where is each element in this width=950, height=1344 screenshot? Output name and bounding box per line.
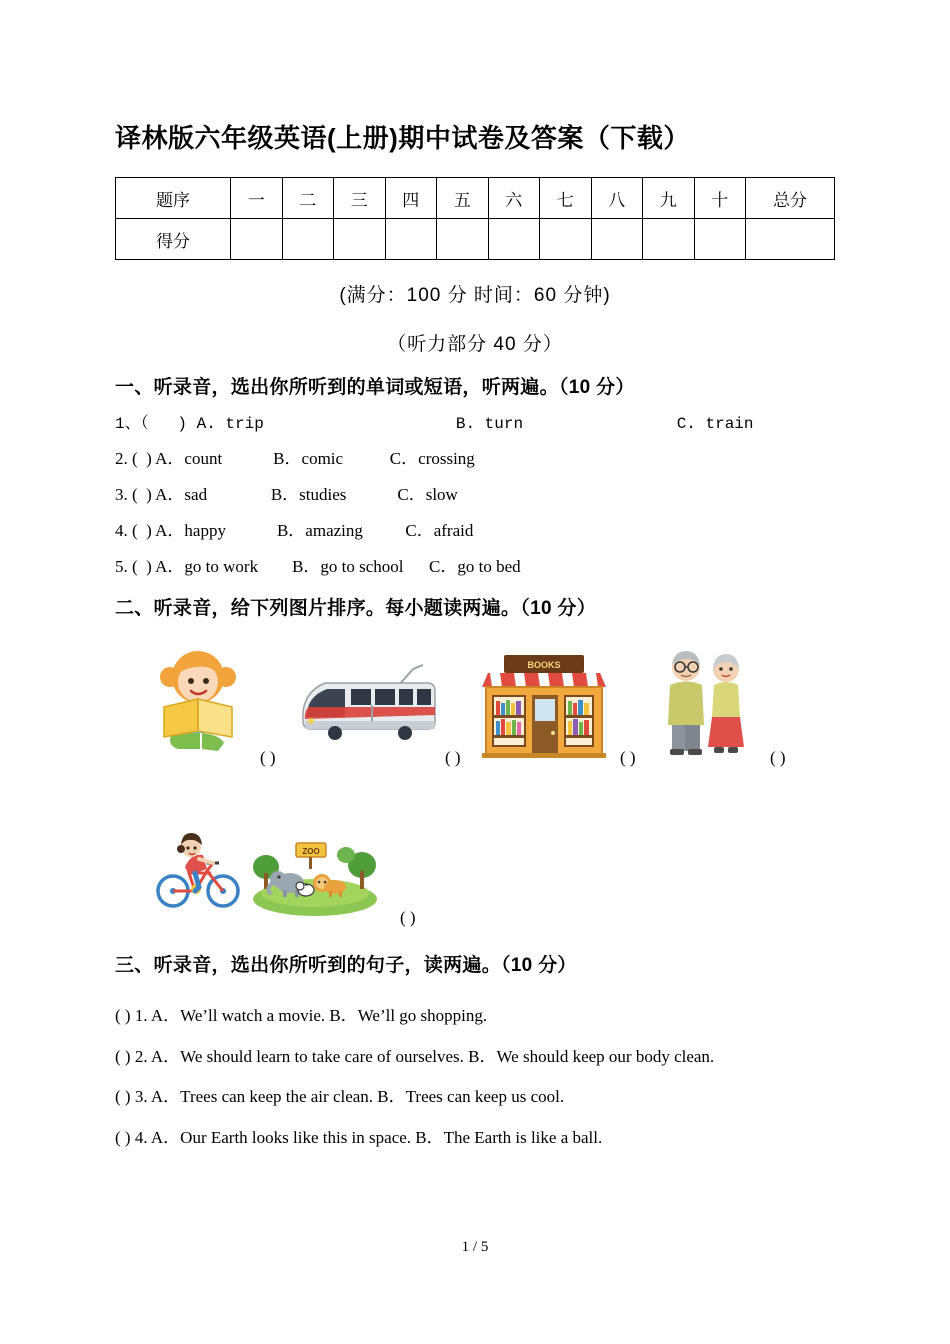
score-table [115,177,835,260]
page-title: 译林版六年级英语(上册)期中试卷及答案（下载） [115,123,690,153]
picture-row-2 [115,818,835,928]
grandparents-icon [660,649,752,759]
table-cell-col-6: 六 [488,178,540,219]
question-1-item-2: 2. ( ) A．count B．comic C．crossing [115,449,475,468]
picture-bracket-1: ( ) [260,748,276,767]
table-row-header [116,178,835,219]
table-cell-col-total: 总分 [746,178,835,219]
svg-text:BOOKS: BOOKS [527,660,561,670]
picture-bracket-4: ( ) [770,748,786,767]
table-cell-col-7: 七 [540,178,592,219]
page-number: 1 / 5 [461,1239,489,1255]
picture-girl-riding-bike [155,829,243,916]
question-1-item-5: 5. ( ) A．go to work B．go to school C．go to bed [115,557,521,576]
question-1-heading: 一、听录音，选出你所听到的单词或短语，听两遍。（10 分） [115,377,635,398]
picture-girl-reading [150,647,246,762]
picture-row-1 [115,646,835,776]
table-cell-score-1 [231,219,283,260]
table-cell-score-4 [385,219,437,260]
table-cell-col-2: 二 [282,178,334,219]
table-cell-score-8 [591,219,643,260]
question-3-item-2: ( ) 2. A．We should learn to take care of ourselves. B．We should keep our body clean. [115,1046,715,1066]
svg-text:ZOO: ZOO [302,847,320,856]
picture-grandparents [660,649,752,764]
table-cell-score-7 [540,219,592,260]
table-cell-score-2 [282,219,334,260]
table-cell-col-8: 八 [591,178,643,219]
table-cell-col-4: 四 [385,178,437,219]
tram-icon [295,659,445,749]
table-row-score [116,219,835,260]
picture-bracket-3: ( ) [620,748,636,767]
table-cell-col-10: 十 [694,178,746,219]
question-1-item-1: 1、（ ) A. trip B. turn C. train [115,415,754,433]
table-cell-score-3 [334,219,386,260]
question-3-heading: 三、听录音，选出你所听到的句子，读两遍。（10 分） [115,955,577,976]
picture-bracket-5: ( ) [400,908,416,927]
picture-zoo [250,833,380,922]
table-cell-col-3: 三 [334,178,386,219]
question-2-heading: 二、听录音，给下列图片排序。每小题读两遍。（10 分） [115,598,597,619]
question-1-item-4: 4. ( ) A．happy B．amazing C．afraid [115,521,474,540]
exam-info: (满分：100 分 时间：60 分钟) [339,285,611,306]
table-cell-row-label: 题序 [116,178,231,219]
table-cell-col-1: 一 [231,178,283,219]
girl-riding-bike-icon [155,829,243,911]
table-cell-score-9 [643,219,695,260]
table-cell-score-10 [694,219,746,260]
table-cell-score-6 [488,219,540,260]
girl-reading-book-icon [150,647,246,757]
table-cell-col-9: 九 [643,178,695,219]
book-shop-icon [480,653,608,759]
table-cell-row-label-score: 得分 [116,219,231,260]
table-cell-score-5 [437,219,489,260]
question-3-item-3: ( ) 3. A．Trees can keep the air clean. B．Trees can keep us cool. [115,1087,565,1106]
table-cell-col-5: 五 [437,178,489,219]
picture-bracket-2: ( ) [445,748,461,767]
picture-tram [295,659,445,754]
question-3-item-1: ( ) 1. A．We’ll watch a movie. B．We’ll go shopping. [115,1006,488,1025]
question-1-item-3: 3. ( ) A．sad B．studies C．slow [115,485,458,504]
picture-book-shop [480,653,608,764]
question-3-item-4: ( ) 4. A．Our Earth looks like this in space. B．The Earth is like a ball. [115,1127,603,1147]
table-cell-score-total [746,219,835,260]
zoo-icon [250,833,380,917]
listening-section-title: （听力部分 40 分） [387,334,563,355]
